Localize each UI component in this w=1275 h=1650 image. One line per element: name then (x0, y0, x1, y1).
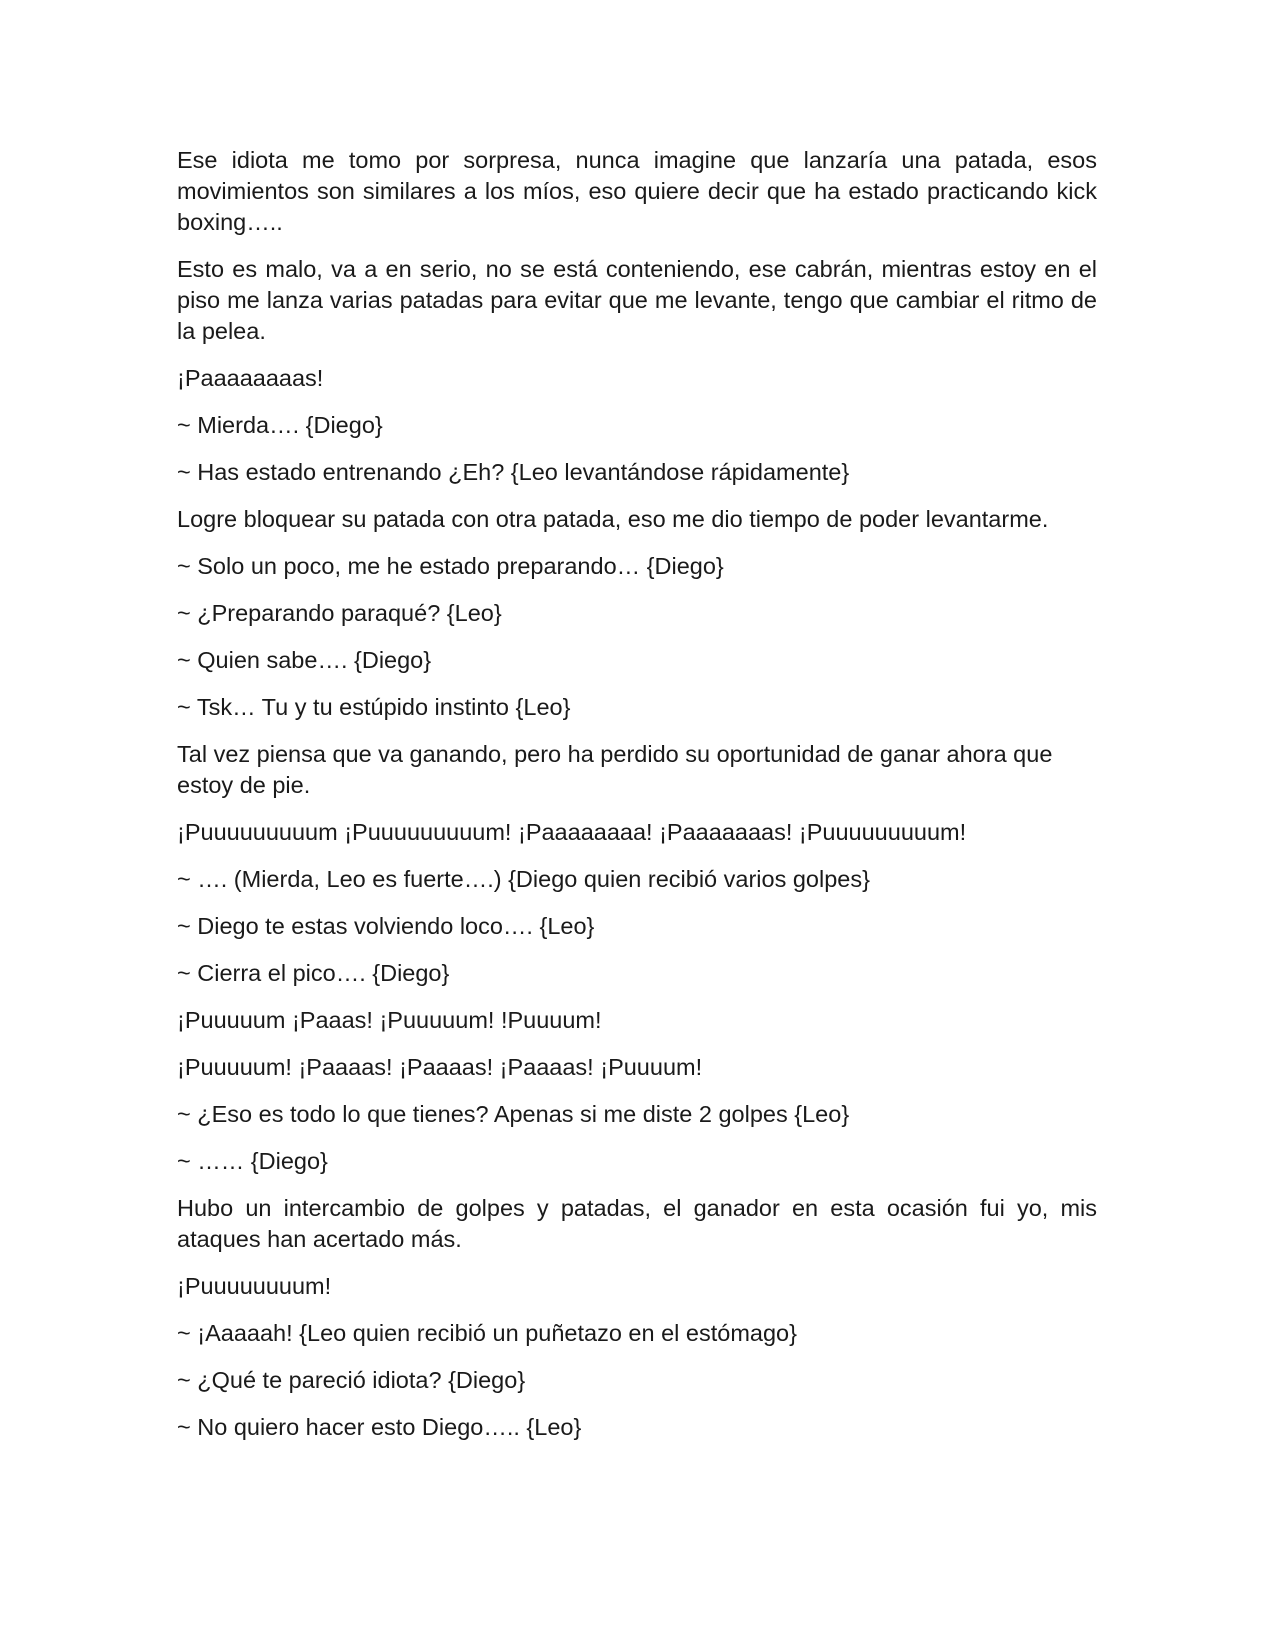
paragraph-dialogue: ~ Cierra el pico…. {Diego} (177, 960, 450, 986)
paragraph-dialogue: ~ No quiero hacer esto Diego….. {Leo} (177, 1414, 582, 1440)
paragraph-dialogue: ~ ¿Qué te pareció idiota? {Diego} (177, 1367, 526, 1393)
paragraph-dialogue: ~ ¿Preparando paraqué? {Leo} (177, 600, 502, 626)
paragraph-dialogue: ~ …. (Mierda, Leo es fuerte….) {Diego quien recibió varios golpes} (177, 866, 870, 892)
paragraph-sound-effect: ¡Puuuuuuuum! (177, 1273, 332, 1299)
paragraph-narration: Ese idiota me tomo por sorpresa, nunca imagine que lanzaría una patada, esos movimientos son similares a los míos, eso quiere decir que ha estado practicando kick boxing….. (177, 147, 1097, 235)
paragraph-dialogue: ~ Mierda…. {Diego} (177, 412, 383, 438)
paragraph-dialogue: ~ ¡Aaaaah! {Leo quien recibió un puñetazo en el estómago} (177, 1320, 797, 1346)
paragraph-narration: Esto es malo, va a en serio, no se está conteniendo, ese cabrán, mientras estoy en el piso me lanza varias patadas para evitar que me levante, tengo que cambiar el ritmo de la pelea. (177, 256, 1097, 344)
paragraph-dialogue: ~ …… {Diego} (177, 1148, 328, 1174)
paragraph-dialogue: ~ Diego te estas volviendo loco…. {Leo} (177, 913, 595, 939)
paragraph-sound-effect: ¡Puuuuum! ¡Paaaas! ¡Paaaas! ¡Paaaas! ¡Puuuum! (177, 1054, 703, 1080)
paragraph-narration: Logre bloquear su patada con otra patada, eso me dio tiempo de poder levantarme. (177, 506, 1049, 532)
paragraph-dialogue: ~ ¿Eso es todo lo que tienes? Apenas si me diste 2 golpes {Leo} (177, 1101, 850, 1127)
paragraph-dialogue: ~ Solo un poco, me he estado preparando… {Diego} (177, 553, 724, 579)
document-page (177, 145, 1097, 1459)
paragraph-narration: Hubo un intercambio de golpes y patadas, el ganador en esta ocasión fui yo, mis ataques han acertado más. (177, 1195, 1097, 1252)
paragraph-sound-effect: ¡Puuuuuuuuum ¡Puuuuuuuuum! ¡Paaaaaaaa! ¡Paaaaaaas! ¡Puuuuuuuuum! (177, 819, 967, 845)
paragraph-dialogue: ~ Tsk… Tu y tu estúpido instinto {Leo} (177, 694, 571, 720)
paragraph-dialogue: ~ Quien sabe…. {Diego} (177, 647, 432, 673)
paragraph-sound-effect: ¡Puuuuum ¡Paaas! ¡Puuuuum! !Puuuum! (177, 1007, 602, 1033)
paragraph-dialogue: ~ Has estado entrenando ¿Eh? {Leo levantándose rápidamente} (177, 459, 850, 485)
paragraph-sound-effect: ¡Paaaaaaaas! (177, 365, 324, 391)
paragraph-narration: Tal vez piensa que va ganando, pero ha perdido su oportunidad de ganar ahora que estoy de pie. (177, 741, 1053, 798)
